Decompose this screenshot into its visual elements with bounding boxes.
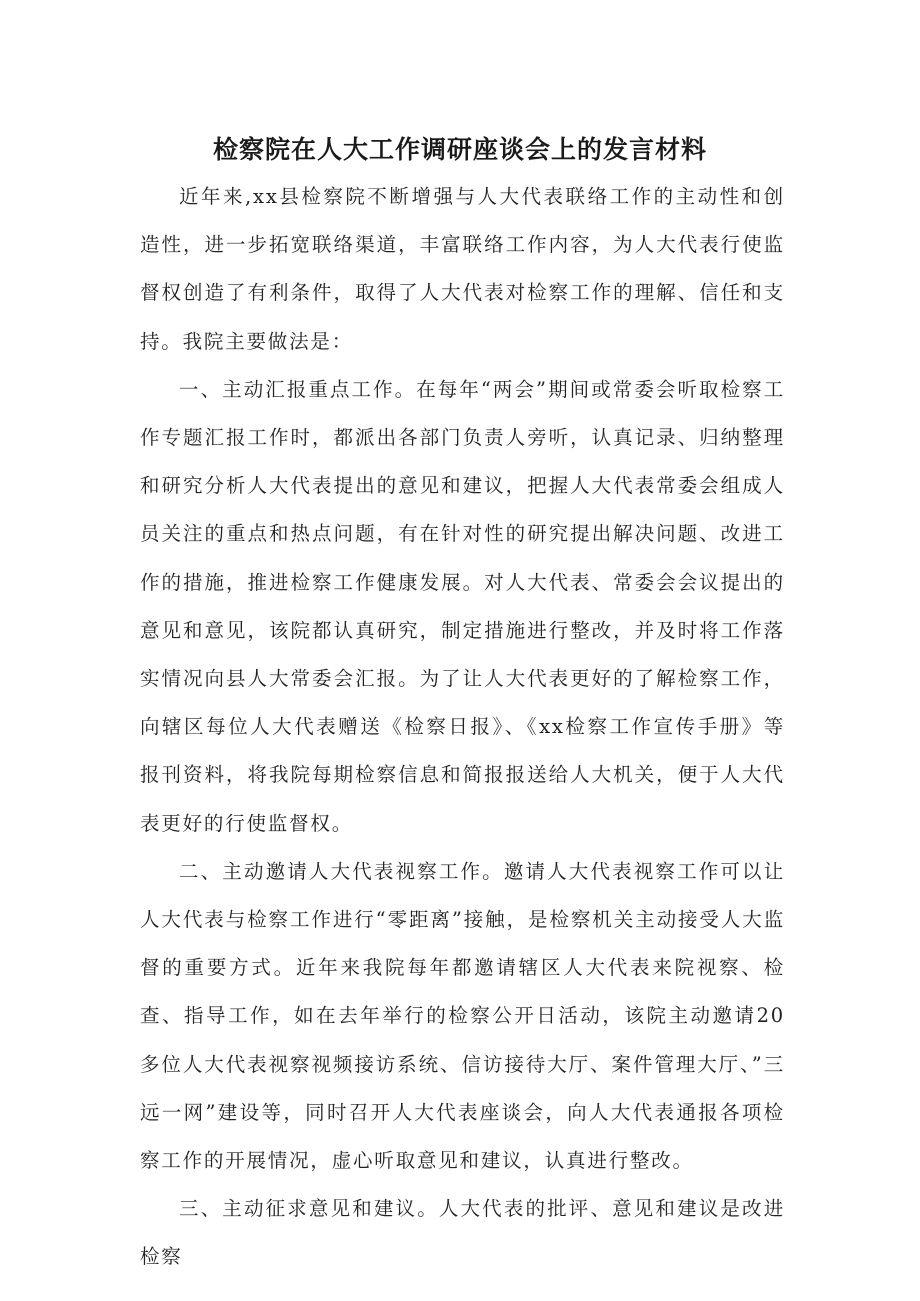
document-body xyxy=(140,173,785,1282)
paragraph-section-3: 三、主动征求意见和建议。人大代表的批评、意见和建议是改进检察 xyxy=(140,1197,785,1269)
document-title: 检察院在人大工作调研座谈会上的发言材料 xyxy=(212,135,707,164)
paragraph-section-1: 一、主动汇报重点工作。在每年“两会”期间或常委会听取检察工作专题汇报工作时，都派出各部门负责人旁听，认真记录、归纳整理和研究分析人大代表提出的意见和建议，把握人大代表常委会组成人员关注的重点和热点问题，有在针对性的研究提出解决问题、改进工作的措施，推进检察工作健康发展。对人大代表、常委会会议提出的意见和意见，该院都认真研究，制定措施进行整改，并及时将工作落实情况向县人大常委会汇报。为了让人大代表更好的了解检察工作，向辖区每位人大代表赠送《检察日报》、《xx检察工作宣传手册》等报刊资料，将我院每期检察信息和简报报送给人大机关，便于人大代表更好的行使监督权。 xyxy=(140,377,785,835)
paragraph-intro: 近年来,xx县检察院不断增强与人大代表联络工作的主动性和创造性，进一步拓宽联络渠道，丰富联络工作内容，为人大代表行使监督权创造了有利条件，取得了人大代表对检察工作的理解、信任和支持。我院主要做法是： xyxy=(140,185,785,353)
paragraph-section-2: 二、主动邀请人大代表视察工作。邀请人大代表视察工作可以让人大代表与检察工作进行“零距离”接触，是检察机关主动接受人大监督的重要方式。近年来我院每年都邀请辖区人大代表来院视察、检查、指导工作，如在去年举行的检察公开日活动，该院主动邀请20多位人大代表视察视频接访系统、信访接待大厅、案件管理大厅、”三远一网”建设等，同时召开人大代表座谈会，向人大代表通报各项检察工作的开展情况，虚心听取意见和建议，认真进行整改。 xyxy=(140,859,785,1173)
